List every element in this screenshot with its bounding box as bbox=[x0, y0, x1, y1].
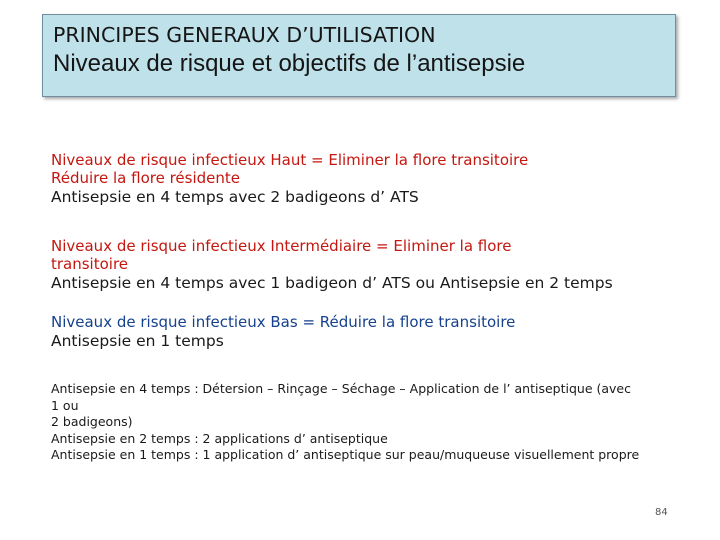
note-line: 2 badigeons) bbox=[51, 414, 133, 429]
risk-body-low: Antisepsie en 1 temps bbox=[51, 332, 224, 350]
note-line: Antisepsie en 4 temps : Détersion – Rinçage – Séchage – Application de l’ antiseptique (avec bbox=[51, 381, 631, 396]
risk-section-low bbox=[51, 313, 701, 351]
risk-section-high bbox=[51, 151, 701, 207]
risk-heading-intermediate: Niveaux de risque infectieux Intermédiaire = Eliminer la flore bbox=[51, 237, 512, 255]
risk-heading-high-cont: Réduire la flore résidente bbox=[51, 169, 241, 187]
note-line: 1 ou bbox=[51, 397, 79, 413]
risk-heading-high: Niveaux de risque infectieux Haut = Eliminer la flore transitoire bbox=[51, 151, 529, 169]
risk-body-high: Antisepsie en 4 temps avec 2 badigeons d’ ATS bbox=[51, 188, 419, 206]
risk-heading-intermediate-cont: transitoire bbox=[51, 255, 129, 273]
note-line: Antisepsie en 2 temps : 2 applications d’ antiseptique bbox=[51, 430, 388, 446]
title-box bbox=[42, 14, 676, 97]
risk-body-intermediate: Antisepsie en 4 temps avec 1 badigeon d’ ATS ou Antisepsie en 2 temps bbox=[51, 274, 613, 292]
page-number: 84 bbox=[655, 507, 668, 518]
risk-heading-low: Niveaux de risque infectieux Bas = Réduire la flore transitoire bbox=[51, 313, 516, 331]
note-line: Antisepsie en 1 temps : 1 application d’ antiseptique sur peau/muqueuse visuellement propre bbox=[51, 447, 640, 462]
slide-subtitle: Niveaux de risque et objectifs de l’antisepsie bbox=[53, 50, 526, 77]
slide-title: PRINCIPES GENERAUX D’UTILISATION bbox=[53, 23, 436, 47]
definitions-notes bbox=[51, 381, 701, 464]
risk-section-intermediate bbox=[51, 237, 701, 293]
